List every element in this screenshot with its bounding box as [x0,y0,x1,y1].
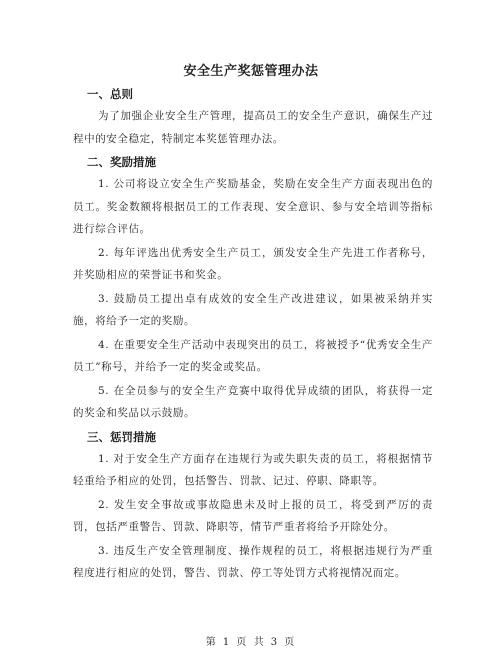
section-heading: 三、惩罚措施 [87,429,156,444]
paragraph: 3. 鼓励员工提出卓有成效的安全生产改进建议，如果被采纳并实施，将给予一定的奖励。 [73,292,433,327]
document-title: 安全生产奖惩管理办法 [183,64,319,79]
section-penalties [73,427,433,585]
paragraph: 2. 每年评选出优秀安全生产员工，颁发安全生产先进工作者称号，并奖励相应的荣誉证书和奖金。 [73,246,433,281]
paragraph: 2. 发生安全事故或事故隐患未及时上报的员工，将受到严厉的责罚，包括严重警告、罚款、降职等，情节严重者将给予开除处分。 [73,498,433,533]
section-general [73,84,433,150]
section-heading: 二、奖励措施 [87,155,156,169]
paragraph: 1. 公司将设立安全生产奖励基金，奖励在安全生产方面表现出色的员工。奖金数额将根据员工的工作表现、安全意识、参与安全培训等指标进行综合评估。 [73,178,433,235]
section-heading: 一、总则 [87,87,133,101]
paragraph: 3. 违反生产安全管理制度、操作规程的员工，将根据违规行为严重程度进行相应的处罚，警告、罚款、停工等处罚方式将视情况而定。 [73,544,433,579]
document-body [73,82,433,586]
paragraph: 1. 对于安全生产方面存在违规行为或失职失责的员工，将根据情节轻重给予相应的处罚，包括警告、罚款、记过、停职、降职等。 [73,452,433,487]
paragraph: 5. 在全员参与的安全生产竞赛中取得优异成绩的团队，将获得一定的奖金和奖品以示鼓励。 [73,384,433,419]
paragraph: 为了加强企业安全生产管理，提高员工的安全生产意识，确保生产过程中的安全稳定，特制定本奖惩管理办法。 [73,110,433,145]
page-number: 第 1 页 共 3 页 [205,637,297,648]
paragraph: 4. 在重要安全生产活动中表现突出的员工，将被授予“优秀安全生产员工”称号，并给予一定的奖金或奖品。 [73,338,433,373]
section-rewards [73,152,433,425]
